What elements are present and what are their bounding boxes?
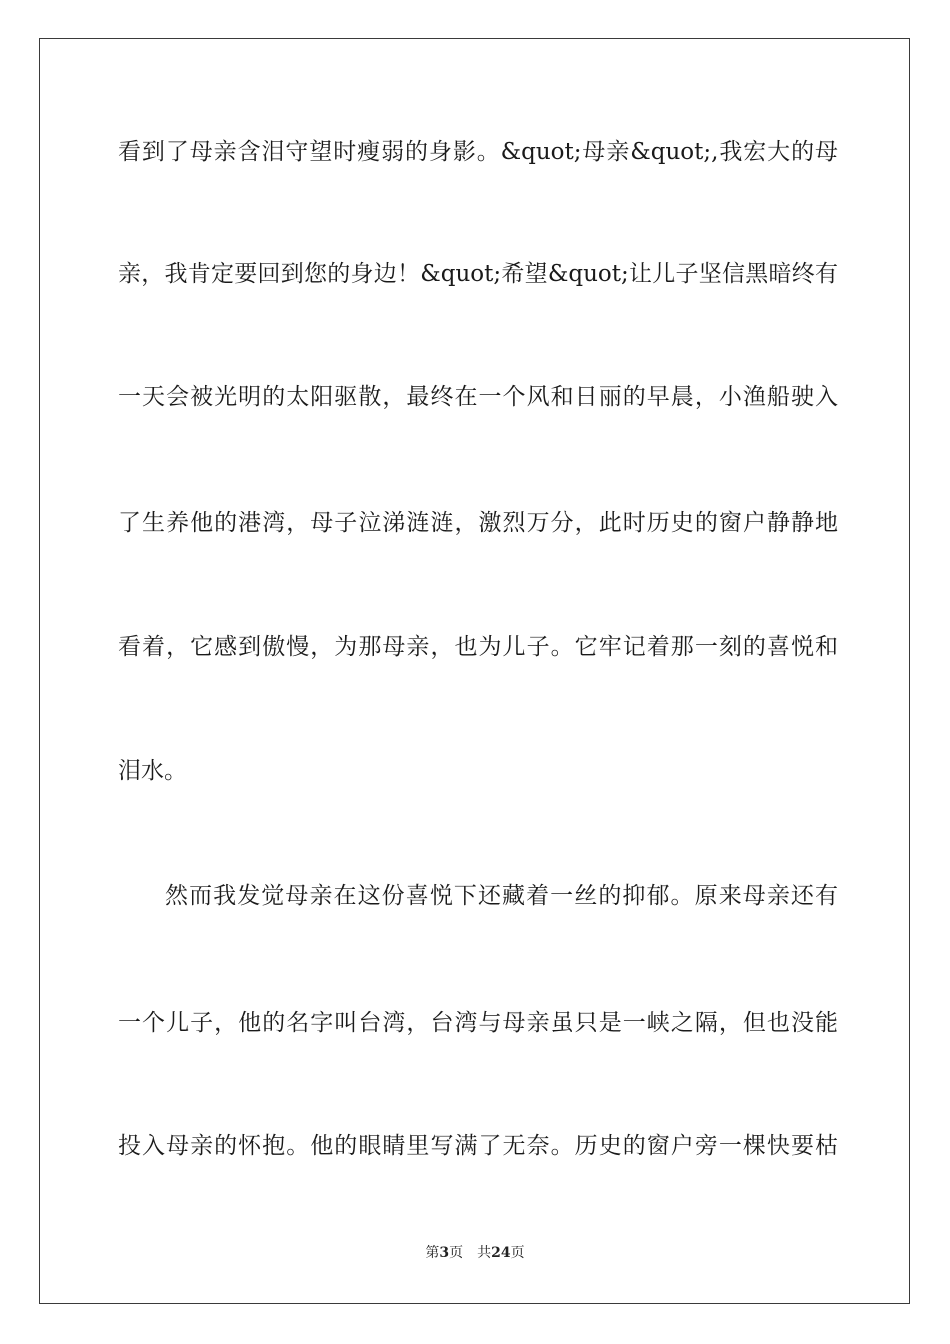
page-number: 3	[439, 1245, 450, 1261]
page-label-suffix: 页	[449, 1245, 464, 1261]
page-label-prefix: 第	[425, 1245, 440, 1261]
text-line: 投入母亲的怀抱。他的眼睛里写满了无奈。历史的窗户旁一棵快要枯	[118, 1133, 838, 1159]
text-line: 泪水。	[118, 758, 187, 784]
text-line: 亲，我肯定要回到您的身边！&quot;希望&quot;让儿子坚信黑暗终有	[118, 261, 838, 287]
total-pages: 24	[491, 1245, 511, 1261]
total-label-suffix: 页	[510, 1245, 525, 1261]
total-label-prefix: 共	[477, 1245, 492, 1261]
text-line: 一天会被光明的太阳驱散，最终在一个风和日丽的早晨，小渔船驶入	[118, 384, 838, 410]
text-line: 了生养他的港湾，母子泣涕涟涟，激烈万分，此时历史的窗户静静地	[118, 510, 838, 536]
text-line: 看到了母亲含泪守望时瘦弱的身影。&quot;母亲&quot;,我宏大的母	[118, 139, 838, 165]
text-line: 看着，它感到傲慢，为那母亲，也为儿子。它牢记着那一刻的喜悦和	[118, 634, 838, 660]
page-footer	[0, 1244, 950, 1262]
text-line: 一个儿子，他的名字叫台湾，台湾与母亲虽只是一峡之隔，但也没能	[118, 1010, 838, 1036]
page-frame	[39, 38, 910, 1304]
paragraph-first-line: 然而我发觉母亲在这份喜悦下还藏着一丝的抑郁。原来母亲还有	[165, 883, 838, 909]
